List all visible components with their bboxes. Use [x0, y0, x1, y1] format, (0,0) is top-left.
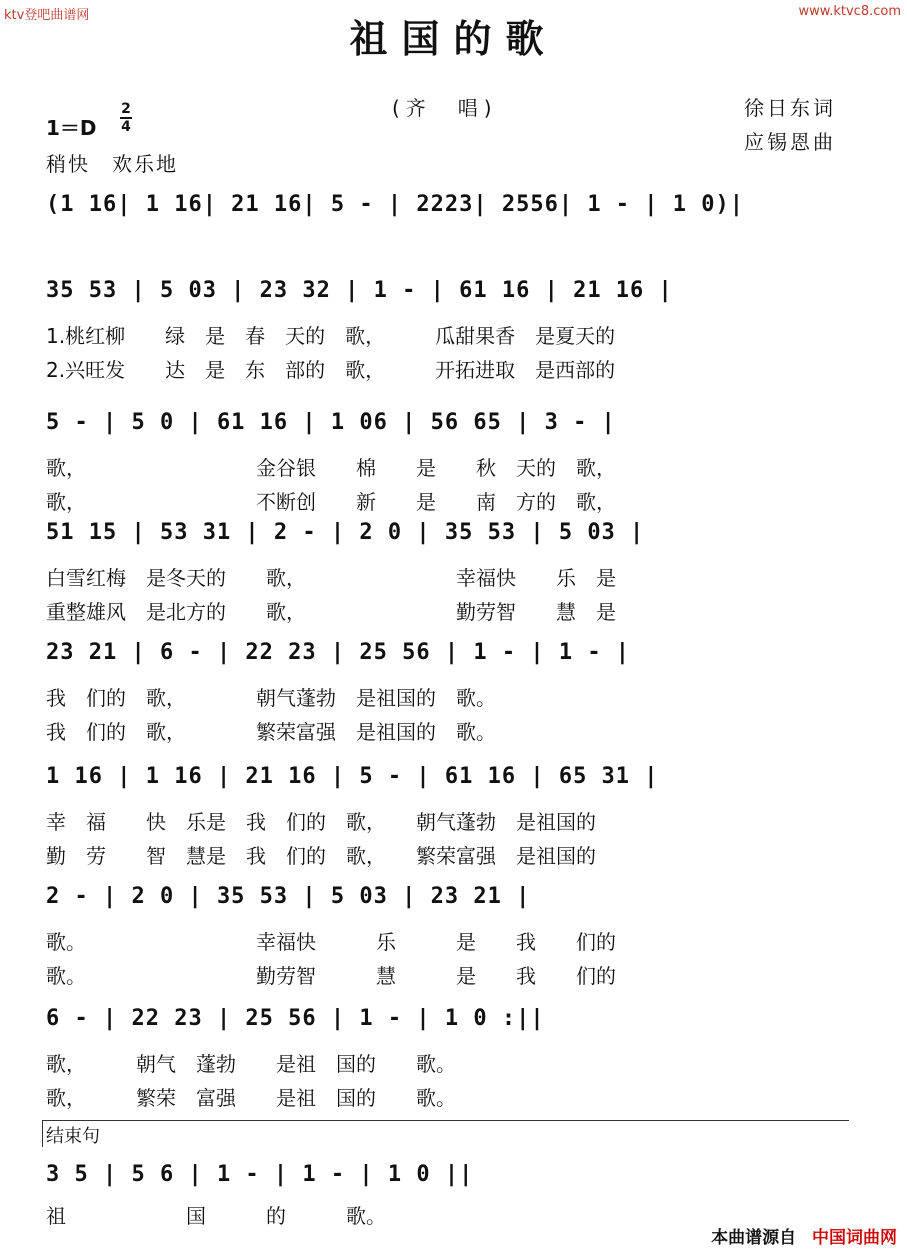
score-line-notes: 23 21 | 6 - | 22 23 | 25 56 | 1 - | 1 - | — [46, 640, 631, 665]
time-signature-bottom: 4 — [121, 119, 131, 135]
score-line-lyrics: 我 们的 歌， 朝气蓬勃 是祖国的 歌。 — [46, 686, 496, 710]
score-line-lyrics: 1.桃红柳 绿 是 春 天的 歌， 瓜甜果香 是夏天的 — [46, 324, 616, 348]
score-line-lyrics: 歌， 繁荣 富强 是祖 国的 歌。 — [46, 1086, 456, 1110]
footer-credit — [711, 1223, 897, 1248]
composer-credit: 应锡恩曲 — [744, 130, 836, 154]
footer-source: 本曲谱源自 — [711, 1228, 797, 1248]
score-line-lyrics: 歌。 勤劳智 慧 是 我 们的 — [46, 964, 616, 988]
key-signature: 1＝D — [46, 116, 97, 140]
score-line-lyrics: 白雪红梅 是冬天的 歌， 幸福快 乐 是 — [46, 566, 616, 590]
score-line-lyrics: 歌， 朝气 蓬勃 是祖 国的 歌。 — [46, 1052, 456, 1076]
time-signature-top: 2 — [121, 101, 131, 117]
score-line-notes: 5 - | 5 0 | 61 16 | 1 06 | 56 65 | 3 - | — [46, 410, 616, 435]
lyricist-credit: 徐日东词 — [744, 96, 836, 120]
score-line-notes: 35 53 | 5 03 | 23 32 | 1 - | 61 16 | 21 16 | — [46, 278, 673, 303]
score-line-lyrics: 2.兴旺发 达 是 东 部的 歌， 开拓进取 是西部的 — [46, 358, 616, 382]
score-line-lyrics: 歌， 不断创 新 是 南 方的 歌， — [46, 490, 616, 514]
score-line-notes: 51 15 | 53 31 | 2 - | 2 0 | 35 53 | 5 03 | — [46, 520, 645, 545]
song-title: 祖国的歌 — [349, 16, 558, 61]
score-line-lyrics: 歌。 幸福快 乐 是 我 们的 — [46, 930, 616, 954]
score-line-notes: (1 16| 1 16| 21 16| 5 - | 2223| 2556| 1 - | 1 0)| — [46, 192, 745, 217]
watermark-right: www.ktvc8.com — [798, 4, 901, 19]
tempo-marking: 稍快 欢乐地 — [46, 152, 178, 176]
time-signature — [120, 101, 132, 135]
score-line-lyrics: 歌， 金谷银 棉 是 秋 天的 歌， — [46, 456, 616, 480]
performance-note: (齐 唱) — [392, 96, 498, 120]
score-line-notes: 6 - | 22 23 | 25 56 | 1 - | 1 0 :|| — [46, 1006, 545, 1031]
score-line-notes: 2 - | 2 0 | 35 53 | 5 03 | 23 21 | — [46, 884, 531, 909]
watermark-left: ktv登吧曲谱网 — [4, 8, 90, 23]
ending-notes: 3 5 | 5 6 | 1 - | 1 - | 1 0 || — [46, 1162, 474, 1187]
ending-label: 结束句 — [46, 1126, 100, 1147]
score-line-lyrics: 我 们的 歌， 繁荣富强 是祖国的 歌。 — [46, 720, 496, 744]
score-line-lyrics: 重整雄风 是北方的 歌， 勤劳智 慧 是 — [46, 600, 616, 624]
score-line-lyrics: 幸 福 快 乐是 我 们的 歌， 朝气蓬勃 是祖国的 — [46, 810, 596, 834]
ending-bracket — [42, 1120, 849, 1147]
score-line-lyrics: 勤 劳 智 慧是 我 们的 歌， 繁荣富强 是祖国的 — [46, 844, 596, 868]
ending-lyrics: 祖 国 的 歌。 — [46, 1204, 386, 1228]
footer-site: 中国词曲网 — [812, 1228, 897, 1248]
score-line-notes: 1 16 | 1 16 | 21 16 | 5 - | 61 16 | 65 31 | — [46, 764, 659, 789]
